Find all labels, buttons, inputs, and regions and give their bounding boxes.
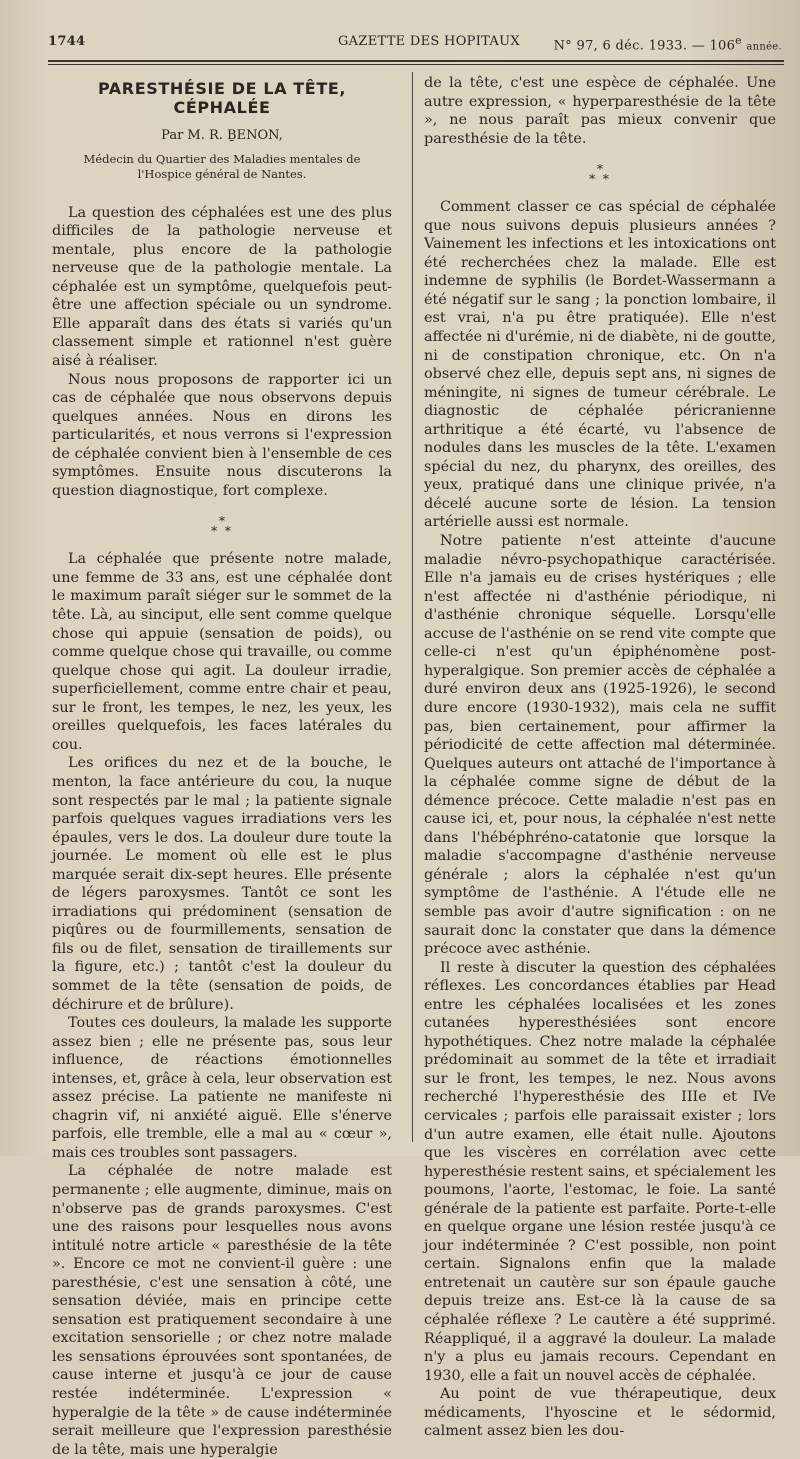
paragraph: Notre patiente n'est atteinte d'aucune maladie névro-psychopathique caractérisée. Elle n'a jamais eu de crises hystériques ; elle n'est affectée ni d'asthénie périodique, ni d'asthénie chronique séquelle. Lorsqu'elle accuse de l'asthénie on se rend vite compte que celle-ci n'est qu'un épiphénomène post-hyperalgique. Son premier accès de céphalée a duré environ deux ans (1925-1926), le second dure encore (1930-1932), mais cela ne suffit pas, bien certainement, pour affirmer la périodicité de cette affection mal déterminée. Quelques auteurs ont attaché de l'importance à la céphalée comme signe de début de la démence précoce. Cette maladie n'est pas en cause ici, et, pour nous, la céphalée n'est nette dans l'hébéphréno-catatonie que lorsque la maladie s'accompagne d'asthénie nerveuse générale ; alors la céphalée n'est qu'un symptôme de l'asthénie. A l'étude elle ne semble pas avoir d'autre signification : on ne saurait donc la constater que dans la démence précoce avec asthénie.: [424, 533, 776, 958]
journal-name: GAZETTE DES HOPITAUX: [338, 34, 520, 49]
issue-info: [554, 34, 782, 53]
paragraph: Il reste à discuter la question des céphalées réflexes. Les concordances établies par Head entre les céphalées localisées et les zones cutanées hyperesthésiées sont encore hypothétiques. Chez notre malade la céphalée prédominait au sommet de la tête et irradiait sur le front, les tempes, le nez. Nous avons recherché l'hyperesthésie des IIIe et IVe cervicales ; parfois elle paraissait exister ; lors d'un autre examen, elle était nulle. Ajoutons que les viscères en corrélation avec cette hyperesthésie restent sains, et spécialement les poumons, l'aorte, l'estomac, le foie. La santé générale de la patiente est parfaite. Porte-t-elle en quelque organe une lésion restée jusqu'à ce jour indéterminée ? C'est possible, non point certain. Signalons enfin que la malade entretenait un cautère sur son épaule gauche depuis treize ans. Est-ce là la cause de sa céphalée réflexe ? Le cautère a été supprimé. Réappliqué, il a aggravé la douleur. La malade n'y a plus eu jamais recours. Cependant en 1930, elle a fait un nouvel accès de céphalée.: [424, 959, 776, 1384]
paragraph: Au point de vue thérapeutique, deux médicaments, l'hyoscine et le sédormid, calment assez bien les dou-: [424, 1386, 776, 1440]
issue-text: N° 97, 6 déc. 1933. — 106: [553, 38, 736, 54]
running-header: [48, 34, 784, 54]
header-rule-thin: [48, 64, 784, 65]
header-rule: [48, 60, 784, 62]
author-affiliation: Médecin du Quartier des Maladies mentales de l'Hospice général de Nantes.: [83, 151, 361, 181]
paragraph: Nous nous proposons de rapporter ici un cas de céphalée que nous observons depuis quelques années. Nous en dirons les particularités, et nous verrons si l'expression de céphalée convient bien à l'ensemble de ces symptômes. Ensuite nous discuterons la question diagnostique, fort complexe.: [52, 371, 392, 499]
paragraph: La question des céphalées est une des plus difficiles de la pathologie nerveuse et mentale, plus encore de la pathologie nerveuse que de la pathologie mentale. La céphalée est un symptôme, quelquefois peut-être une affection spéciale ou un syndrome. Elle apparaît dans des états si variés qu'un classement simple et rationnel n'est guère aisé à réaliser.: [52, 204, 392, 370]
paragraph: Toutes ces douleurs, la malade les supporte assez bien ; elle ne présente pas, sous leur influence, de réactions émotionnelles intenses, et, grâce à cela, leur observation est assez précise. La patiente ne manifeste ni chagrin vif, ni anxiété aiguë. Elle s'énerve parfois, elle tremble, elle a mal au « cœur », mais ces troubles sont passagers.: [52, 1015, 392, 1161]
separator-star: *: [597, 162, 603, 177]
article-title: PARESTHÉSIE DE LA TÊTE, CÉPHALÉE: [97, 79, 347, 117]
separator-stars: * *: [589, 172, 611, 187]
column-divider: [412, 72, 413, 1142]
page-number: 1744: [48, 34, 86, 49]
separator-star: *: [219, 514, 225, 529]
section-separator: [424, 162, 776, 187]
paragraph: Comment classer ce cas spécial de céphalée que nous suivons depuis plusieurs années ? Vainement les infections et les intoxications ont été recherchées chez la malade. Elle est indemne de syphilis (le Bordet-Wassermann a été négatif sur le sang ; la ponction lombaire, il est vrai, n'a pu être pratiquée). Elle n'est affectée ni d'urémie, ni de diabète, ni de goutte, ni de constipation chronique, etc. On n'a observé chez elle, depuis sept ans, ni signes de méningite, ni signes de tumeur cérébrale. Le diagnostic de céphalée péricranienne arthritique a été écarté, vu l'absence de nodules dans les muscles de la tête. L'examen spécial du nez, du pharynx, des oreilles, des yeux, pratiqué dans une clinique privée, n'a décelé aucune sorte de lésion. La tension artérielle aussi est normale.: [424, 199, 776, 531]
article-author: Par M. R. ḆENON,: [161, 128, 283, 144]
issue-suffix: année.: [746, 41, 782, 53]
right-column: [424, 74, 776, 1441]
separator-stars: * *: [211, 524, 233, 539]
left-column: [52, 74, 392, 1459]
paragraph: Les orifices du nez et de la bouche, le menton, la face antérieure du cou, la nuque sont respectés par le mal ; la patiente signale parfois quelques vagues irradiations vers les épaules, vers le dos. La douleur dure toute la journée. Le moment où elle est le plus marquée serait dix-sept heures. Elle présente de légers paroxysmes. Tantôt ce sont les irradiations qui prédominent (sensation de piqûres ou de fourmillements, sensation de fils ou de filet, sensation de tiraillements sur la figure, etc.) ; tantôt c'est la douleur du sommet de la tête (sensation de poids, de déchirure et de brûlure).: [52, 755, 392, 1013]
paragraph: de la tête, c'est une espèce de céphalée. Une autre expression, « hyperparesthésie de la tête », ne nous paraît pas mieux convenir que paresthésie de la tête.: [424, 75, 776, 147]
section-separator: [52, 514, 392, 539]
paragraph: La céphalée de notre malade est permanente ; elle augmente, diminue, mais on n'observe pas de grands paroxysmes. C'est une des raisons pour lesquelles nous avons intitulé notre article « paresthésie de la tête ». Encore ce mot ne convient-il guère : une paresthésie, c'est une sensation à côté, une sensation déviée, mais en principe cette sensation est pratiquement secondaire à une excitation sensorielle ; or chez notre malade les sensations éprouvées sont spontanées, de cause interne et jusqu'à ce jour de cause restée indéterminée. L'expression « hyperalgie de la tête » de cause indéterminée serait meilleure que l'expression paresthésie de la tête, mais une hyperalgie: [52, 1163, 392, 1458]
paragraph: La céphalée que présente notre malade, une femme de 33 ans, est une céphalée dont le maximum paraît siéger sur le sommet de la tête. Là, au sinciput, elle sent comme quelque chose qui appuie (sensation de poids), ou comme quelque chose qui travaille, ou comme quelque chose qui agit. La douleur irradie, superficiellement, comme entre chair et peau, sur le front, les tempes, le nez, les yeux, les oreilles quelquefois, les faces latérales du cou.: [52, 551, 392, 753]
issue-sup: e: [735, 34, 742, 47]
